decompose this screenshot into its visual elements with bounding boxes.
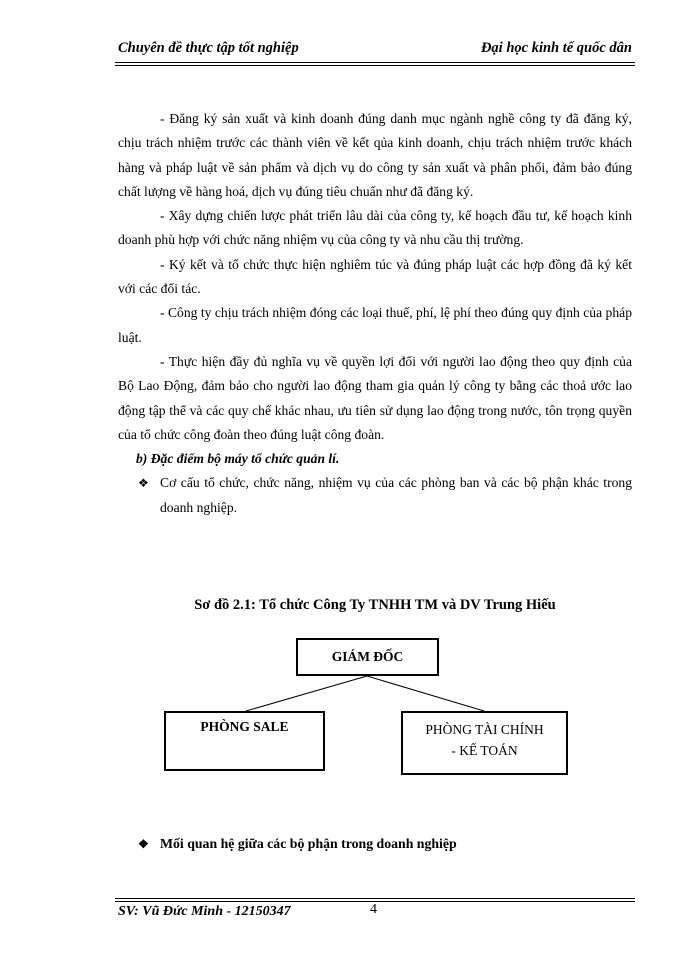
diamond-bullet-icon: ❖ bbox=[138, 837, 149, 851]
page-number: 4 bbox=[370, 902, 377, 917]
header-title-right: Đại học kinh tế quốc dân bbox=[480, 40, 632, 56]
org-box-director bbox=[296, 638, 439, 676]
footer-author: SV: Vũ Đức Minh - 12150347 bbox=[118, 904, 291, 919]
org-box-sales-label: PHÒNG SALE bbox=[200, 719, 289, 734]
org-box-finance-line2: - KẾ TOÁN bbox=[451, 743, 518, 758]
org-box-finance-line1: PHÒNG TÀI CHÍNH bbox=[425, 722, 544, 737]
org-box-finance bbox=[401, 711, 568, 775]
diamond-bullet-icon: ❖ bbox=[138, 476, 149, 491]
org-box-sales bbox=[164, 711, 325, 771]
connector-right bbox=[367, 676, 484, 711]
paragraph-2: - Xây dựng chiến lược phát triển lâu dài của công ty, kế hoạch đầu tư, kế hoạch kinh doanh phù hợp với chức năng nhiệm vụ của công ty và nhu cầu thị trường. bbox=[118, 208, 632, 248]
bullet-text: Cơ cấu tổ chức, chức năng, nhiệm vụ của các phòng ban và các bộ phận khác trong doanh nghiệp. bbox=[160, 475, 632, 515]
bullet-item-relations bbox=[138, 836, 457, 852]
subheading: b) Đặc điểm bộ máy tổ chức quản lí. bbox=[136, 451, 340, 467]
diagram-caption: Sơ đồ 2.1: Tổ chức Công Ty TNHH TM và DV Trung Hiếu bbox=[194, 597, 556, 613]
paragraph-5: - Thực hiện đầy đủ nghĩa vụ về quyền lợi đối với người lao động theo quy định của Bộ Lao Động, đảm bảo cho người lao động tham gia quản lý công ty bằng các thoả ước lao động tập thể và các quy chế khác nhau, ưu tiên sử dụng lao động trong nước, tôn trọng quyền của tổ chức công đoàn theo đúng luật công đoàn. bbox=[118, 353, 632, 442]
bullet-text: Mối quan hệ giữa các bộ phận trong doanh nghiệp bbox=[160, 836, 457, 851]
connector-left bbox=[246, 676, 367, 711]
paragraph-4: - Công ty chịu trách nhiệm đóng các loại thuế, phí, lệ phí theo đúng quy định của pháp luật. bbox=[118, 305, 632, 345]
paragraph-3: - Ký kết và tổ chức thực hiện nghiêm túc và đúng pháp luật các hợp đồng đã ký kết với các đối tác. bbox=[118, 256, 632, 297]
org-box-director-label: GIÁM ĐỐC bbox=[331, 649, 404, 664]
footer-rule bbox=[115, 898, 635, 899]
header-title-left: Chuyên đề thực tập tốt nghiệp bbox=[118, 40, 299, 56]
paragraph-1: - Đăng ký sản xuất và kinh doanh đúng danh mục ngành nghề công ty đã đăng ký, chịu trách nhiệm trước các thành viên về kết qủa kinh doanh, chịu trách nhiệm trước khách hàng và pháp luật về sản phẩm và dịch vụ do công ty sản xuất và phân phối, đảm bảo đúng chất lượng về hàng hoá, dịch vụ đúng tiêu chuẩn như đã đăng ký. bbox=[118, 111, 632, 199]
